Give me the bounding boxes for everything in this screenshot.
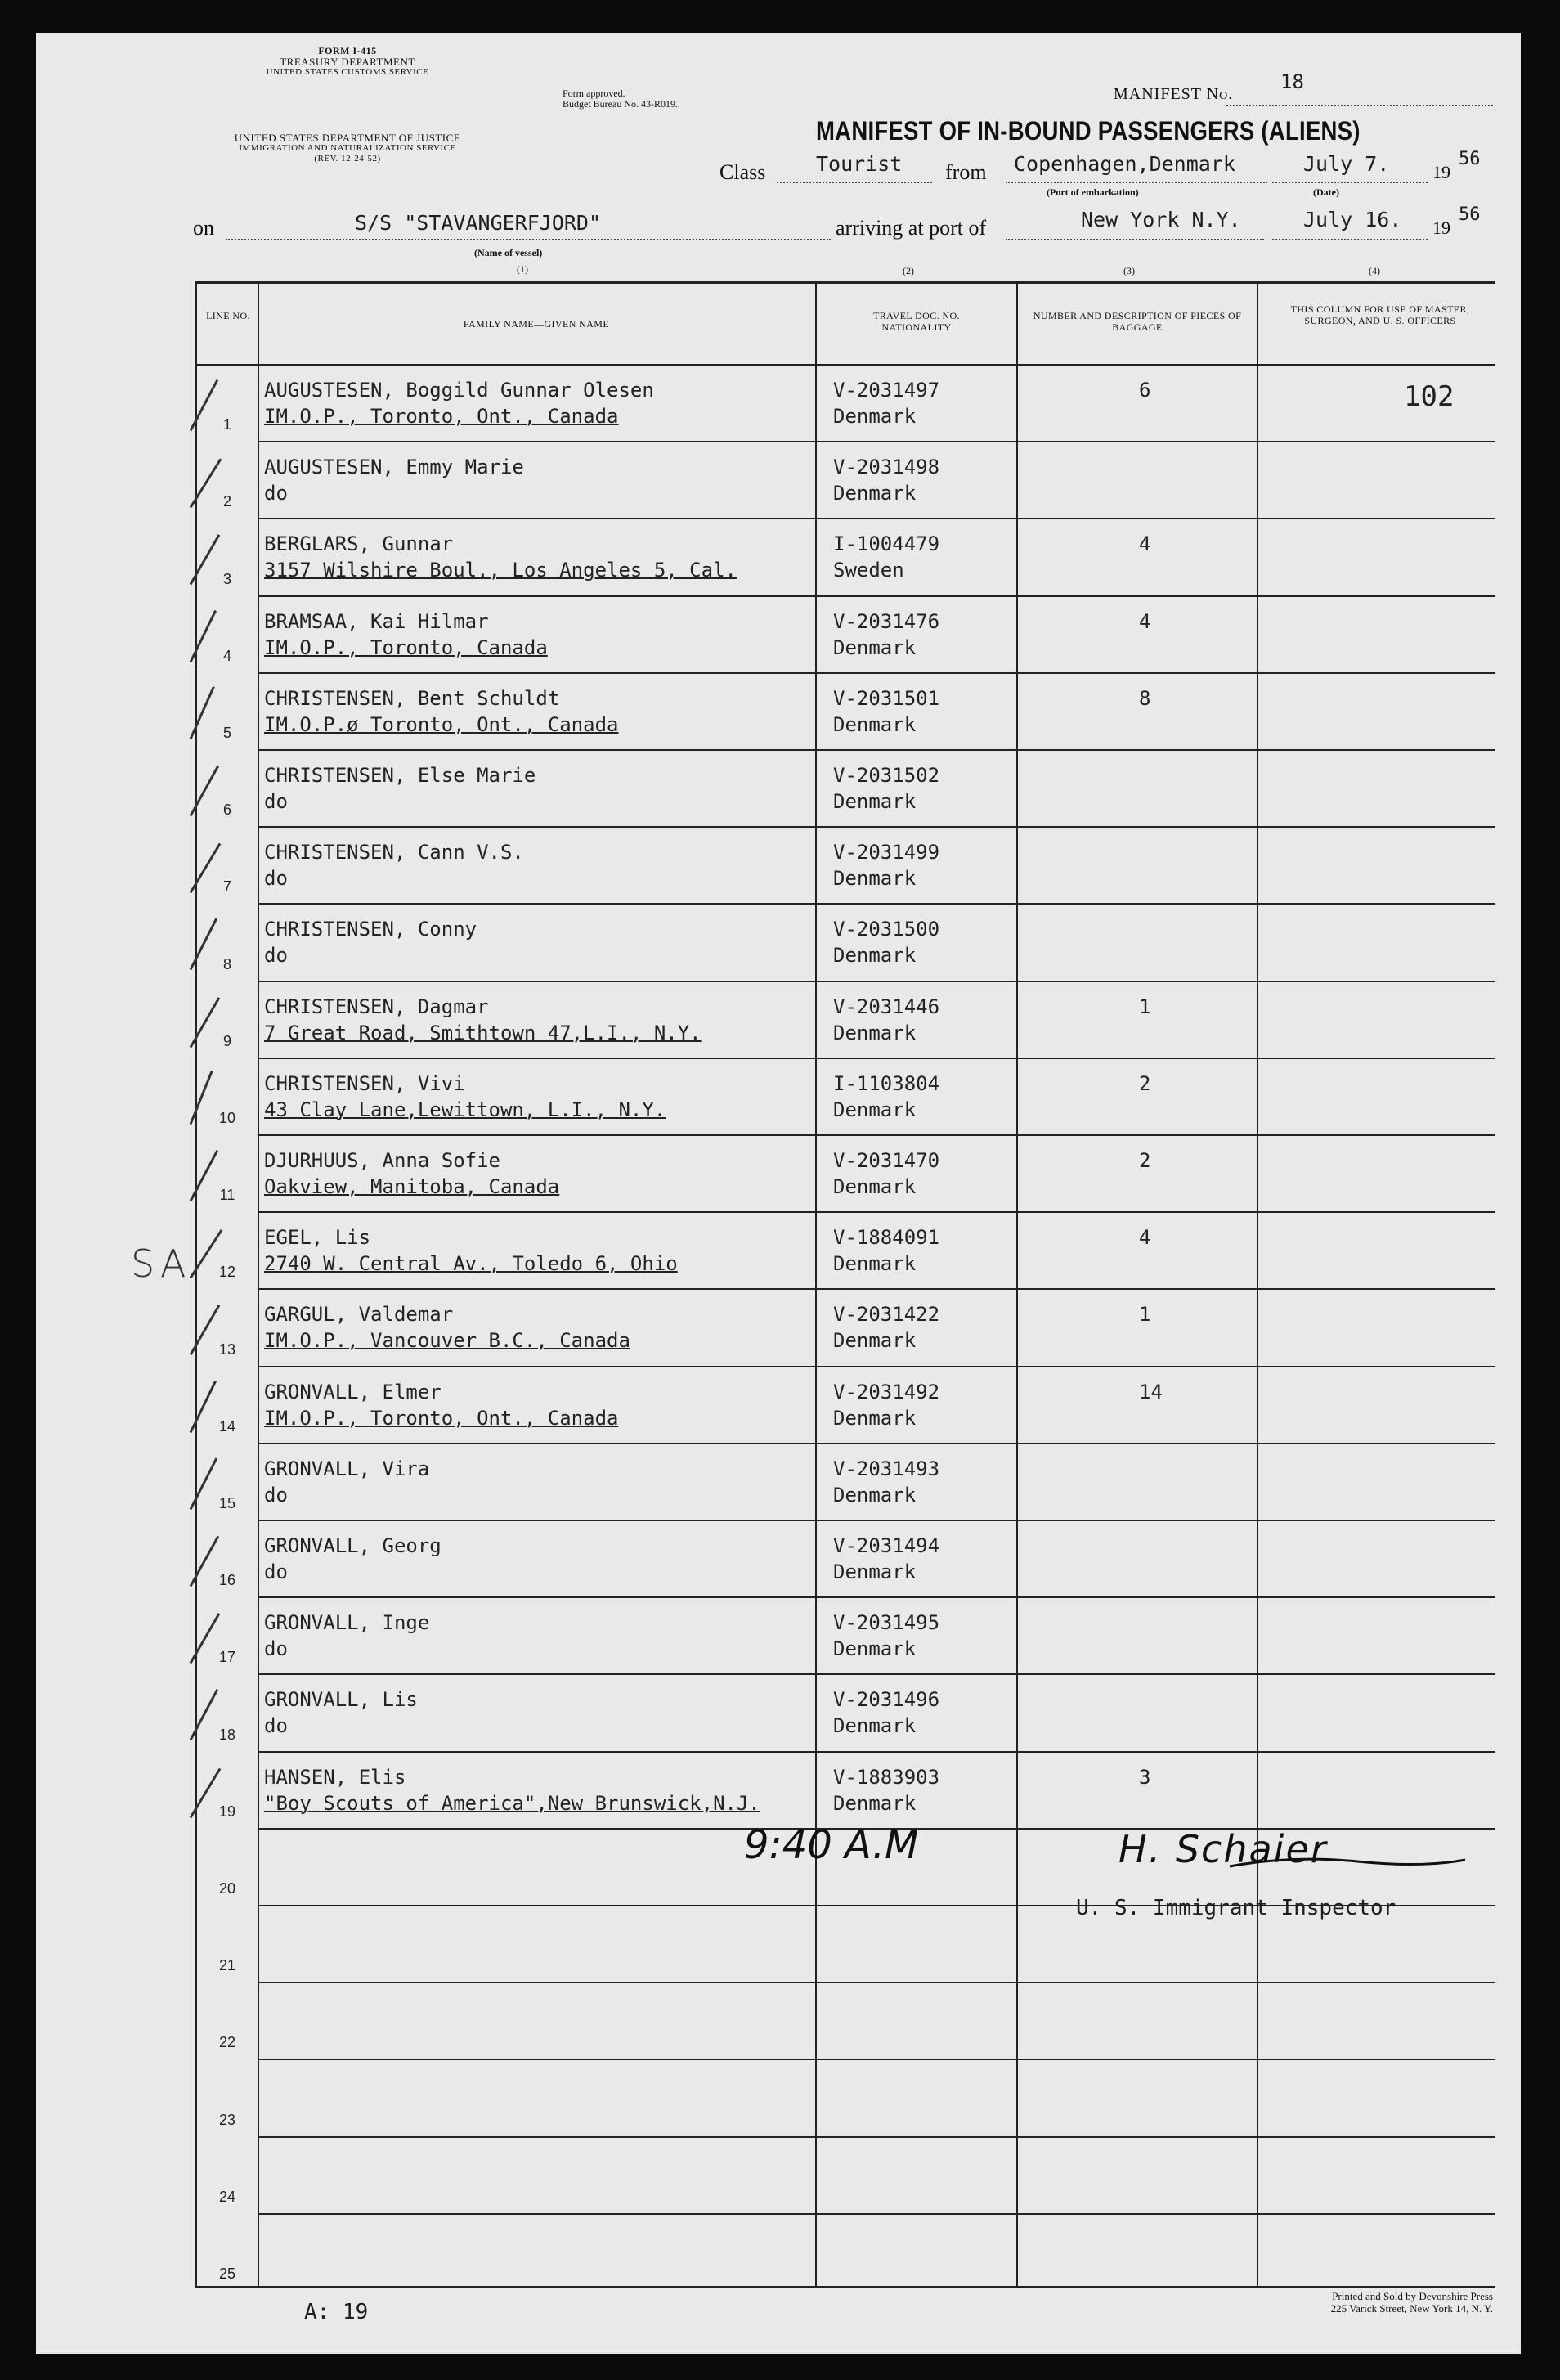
passenger-name: GARGUL, Valdemar [264,1303,454,1327]
col-divider-baggage [1257,284,1258,2286]
nationality: Denmark [833,1406,917,1430]
col-header-baggage: NUMBER AND DESCRIPTION OF PIECES OF BAGGAGE [1033,310,1242,333]
row-divider [258,981,1495,982]
travel-doc-number: V-2031493 [833,1457,940,1480]
travel-doc-number: V-2031500 [833,918,940,941]
travel-doc-number: V-2031497 [833,379,940,402]
row-line-number: 14 [218,1417,236,1435]
row-line-number: 24 [218,2188,236,2205]
arrival-date: July 16. [1303,208,1402,231]
manifest-table [195,281,1495,2288]
justice-block [155,132,540,164]
nationality: Sweden [833,559,904,582]
passenger-name: CHRISTENSEN, Vivi [264,1071,465,1095]
travel-doc-number: V-2031470 [833,1149,940,1172]
passenger-name: GRONVALL, Georg [264,1534,442,1557]
passenger-address: IM.O.P., Toronto, Ont., Canada [264,405,619,428]
col-header-line-no: LINE NO. [206,310,250,321]
passenger-address: 7 Great Road, Smithtown 47,L.I., N.Y. [264,1021,702,1044]
passenger-name: CHRISTENSEN, Dagmar [264,995,489,1018]
passenger-address: IM.O.P., Vancouver B.C., Canada [264,1329,630,1353]
inspector-signature: H. Schaier [1118,1827,1328,1871]
row-line-number: 20 [218,1880,236,1897]
from-label: from [945,160,987,184]
travel-doc-number: V-2031499 [833,841,940,864]
passenger-address: IM.O.P., Toronto, Canada [264,635,548,659]
nationality: Denmark [833,1175,917,1198]
baggage-count: 1 [1139,995,1151,1018]
arrival-year: 56 [1459,204,1481,225]
baggage-count: 4 [1139,1226,1151,1250]
passenger-name: GRONVALL, Elmer [264,1380,442,1403]
travel-doc-number: V-2031492 [833,1380,940,1403]
passenger-name: CHRISTENSEN, Bent Schuldt [264,686,560,710]
justice-line-2: IMMIGRATION AND NATURALIZATION SERVICE [239,143,456,153]
travel-doc-number: V-2031495 [833,1611,940,1635]
row-divider [258,826,1495,828]
printer-line-2: 225 Varick Street, New York 14, N. Y. [1330,2302,1493,2315]
passenger-name: CHRISTENSEN, Else Marie [264,764,536,787]
baggage-count: 4 [1139,532,1151,556]
travel-doc-number: V-1884091 [833,1226,940,1250]
row-line-number: 7 [222,878,231,896]
passenger-address: do [264,867,288,891]
arrival-date-line [1272,239,1428,240]
passenger-name: CHRISTENSEN, Conny [264,918,477,941]
row-divider [258,1751,1495,1753]
passenger-name: GRONVALL, Inge [264,1611,430,1635]
row-divider [258,672,1495,674]
printer-block [1202,2290,1493,2315]
travel-doc-number: I-1103804 [833,1071,940,1095]
passenger-address: do [264,1560,288,1583]
row-divider [258,2213,1495,2215]
row-line-number: 19 [218,1803,236,1820]
nationality: Denmark [833,790,917,813]
col-header-officers: THIS COLUMN FOR USE OF MASTER, SURGEON, AND U. S. OFFICERS [1290,303,1470,326]
row-line-number: 13 [218,1340,236,1358]
inspector-title: U. S. Immigrant Inspector [1076,1896,1396,1920]
passenger-name: BERGLARS, Gunnar [264,532,454,556]
col-header-travel: TRAVEL DOC. NO. NATIONALITY [872,310,960,333]
col-divider-name [815,284,817,2286]
passenger-address: "Boy Scouts of America",New Brunswick,N.J. [264,1791,760,1815]
row-line-number: 16 [218,1572,236,1589]
passenger-name: GRONVALL, Lis [264,1688,418,1712]
col1-marker: (1) [517,263,528,275]
manifest-title: MANIFEST OF IN-BOUND PASSENGERS (ALIENS) [816,116,1361,146]
nationality: Denmark [833,405,917,428]
passenger-address: do [264,1637,288,1661]
nationality: Denmark [833,1714,917,1738]
travel-doc-number: V-1883903 [833,1765,940,1789]
baggage-count: 3 [1139,1765,1151,1789]
baggage-count: 1 [1139,1303,1151,1327]
row-line-number: 23 [218,2111,236,2128]
passenger-address: do [264,944,288,968]
row-divider [258,2136,1495,2138]
row-line-number: 3 [222,570,231,587]
justice-line-3: (REV. 12-24-52) [314,154,381,164]
depart-year: 56 [1459,149,1481,169]
travel-doc-number: V-2031501 [833,686,940,710]
vessel-name: S/S "STAVANGERFJORD" [355,211,602,235]
signature-underline [1226,1850,1472,1875]
passenger-address: Oakview, Manitoba, Canada [264,1175,560,1198]
row-line-number: 22 [218,2034,236,2051]
travel-doc-number: V-2031502 [833,764,940,787]
officer-note: 102 [1404,380,1455,413]
passenger-address: do [264,1714,288,1738]
row-line-number: 25 [218,2265,236,2282]
dept-line-1: TREASURY DEPARTMENT [280,56,415,68]
col-divider-travel [1016,284,1018,2286]
depart-date-line [1272,182,1428,183]
passenger-name: HANSEN, Elis [264,1765,406,1789]
approval-block [563,88,678,110]
baggage-count: 8 [1139,686,1151,710]
from-caption: (Port of embarkation) [1047,186,1139,198]
row-line-number: 2 [222,493,231,510]
table-header-row [197,284,1495,366]
form-id: FORM I-415 [318,45,377,56]
printer-line-1: Printed and Sold by Devonshire Press [1332,2290,1493,2302]
row-line-number: 11 [219,1187,235,1204]
depart-date: July 7. [1303,152,1390,176]
form-id-block [155,46,540,78]
passenger-name: EGEL, Lis [264,1226,371,1250]
col-divider-line-no [258,284,259,2286]
manifest-no-line [1226,105,1493,106]
passenger-address: 2740 W. Central Av., Toledo 6, Ohio [264,1252,678,1276]
nationality: Denmark [833,1329,917,1353]
row-divider [258,1134,1495,1136]
row-line-number: 12 [218,1264,236,1281]
row-line-number: 15 [218,1495,236,1511]
baggage-count: 2 [1139,1149,1151,1172]
sheet-code: A: 19 [304,2300,369,2324]
travel-doc-number: V-2031476 [833,609,940,633]
row-divider [258,1058,1495,1059]
arrival-port-line [1006,239,1264,240]
row-line-number: 4 [222,647,231,664]
travel-doc-number: V-2031496 [833,1688,940,1712]
passenger-name: CHRISTENSEN, Cann V.S. [264,841,524,864]
baggage-count: 6 [1139,379,1151,402]
travel-doc-number: V-2031422 [833,1303,940,1327]
date-caption: (Date) [1313,186,1339,198]
class-value: Tourist [816,152,903,176]
approval-line-1: Form approved. [563,88,625,99]
passenger-address: 3157 Wilshire Boul., Los Angeles 5, Cal. [264,559,737,582]
nationality: Denmark [833,1560,917,1583]
col2-marker: (2) [903,265,914,276]
passenger-name: AUGUSTESEN, Boggild Gunnar Olesen [264,379,654,402]
row-line-number: 8 [222,955,231,972]
depart-year-prefix: 19 [1432,162,1450,182]
row-divider [258,595,1495,597]
col4-marker: (4) [1369,265,1380,276]
from-value: Copenhagen,Denmark [1014,152,1235,176]
margin-note: SA [131,1242,191,1286]
row-divider [258,2059,1495,2060]
row-line-number: 6 [222,802,231,819]
dept-line-2: UNITED STATES CUSTOMS SERVICE [266,67,429,77]
passenger-address: 43 Clay Lane,Lewittown, L.I., N.Y. [264,1098,666,1121]
passenger-address: do [264,1483,288,1507]
passenger-address: IM.O.P.ø Toronto, Ont., Canada [264,712,619,736]
passenger-address: do [264,790,288,813]
nationality: Denmark [833,867,917,891]
row-divider [258,1443,1495,1444]
nationality: Denmark [833,944,917,968]
vessel-caption: (Name of vessel) [474,247,543,258]
col3-marker: (3) [1123,265,1135,276]
arrival-port: New York N.Y. [1081,208,1241,231]
manifest-no-label: MANIFEST No. [1114,85,1234,103]
passenger-name: DJURHUUS, Anna Sofie [264,1149,500,1172]
from-line [1006,182,1267,183]
row-line-number: 1 [222,416,231,433]
nationality: Denmark [833,1021,917,1044]
travel-doc-number: I-1004479 [833,532,940,556]
row-line-number: 21 [218,1957,236,1974]
time-note: 9:40 A.M [744,1822,919,1868]
nationality: Denmark [833,635,917,659]
baggage-count: 2 [1139,1071,1151,1095]
justice-line-1: UNITED STATES DEPARTMENT OF JUSTICE [234,132,461,144]
row-line-number: 9 [222,1032,231,1049]
travel-doc-number: V-2031494 [833,1534,940,1557]
col-header-name: FAMILY NAME—GIVEN NAME [463,318,610,330]
nationality: Denmark [833,712,917,736]
row-divider [258,1288,1495,1290]
row-divider [258,1596,1495,1598]
passenger-address: IM.O.P., Toronto, Ont., Canada [264,1406,619,1430]
on-label: on [193,216,214,240]
travel-doc-number: V-2031498 [833,456,940,479]
nationality: Denmark [833,1483,917,1507]
passenger-name: AUGUSTESEN, Emmy Marie [264,456,524,479]
nationality: Denmark [833,1098,917,1121]
passenger-name: GRONVALL, Vira [264,1457,430,1480]
vessel-line [226,239,831,240]
passenger-name: BRAMSAA, Kai Hilmar [264,609,489,633]
row-divider [258,1211,1495,1213]
arrival-year-prefix: 19 [1432,218,1450,238]
row-divider [258,441,1495,442]
baggage-count: 4 [1139,609,1151,633]
nationality: Denmark [833,1791,917,1815]
approval-line-2: Budget Bureau No. 43-R019. [563,98,678,110]
row-divider [258,1673,1495,1675]
row-line-number: 10 [218,1110,236,1126]
passenger-address: do [264,482,288,505]
row-line-number: 18 [218,1726,236,1743]
arriving-label: arriving at port of [836,216,987,240]
baggage-count: 14 [1139,1380,1163,1403]
nationality: Denmark [833,482,917,505]
class-line [777,182,932,183]
row-divider [258,518,1495,519]
row-divider [258,1520,1495,1521]
nationality: Denmark [833,1637,917,1661]
manifest-no-value: 18 [1280,70,1304,93]
row-divider [258,749,1495,751]
row-divider [258,1366,1495,1367]
travel-doc-number: V-2031446 [833,995,940,1018]
nationality: Denmark [833,1252,917,1276]
row-line-number: 5 [222,725,231,741]
row-divider [258,903,1495,905]
class-label: Class [719,160,766,184]
row-divider [258,1982,1495,1983]
row-line-number: 17 [218,1649,236,1666]
